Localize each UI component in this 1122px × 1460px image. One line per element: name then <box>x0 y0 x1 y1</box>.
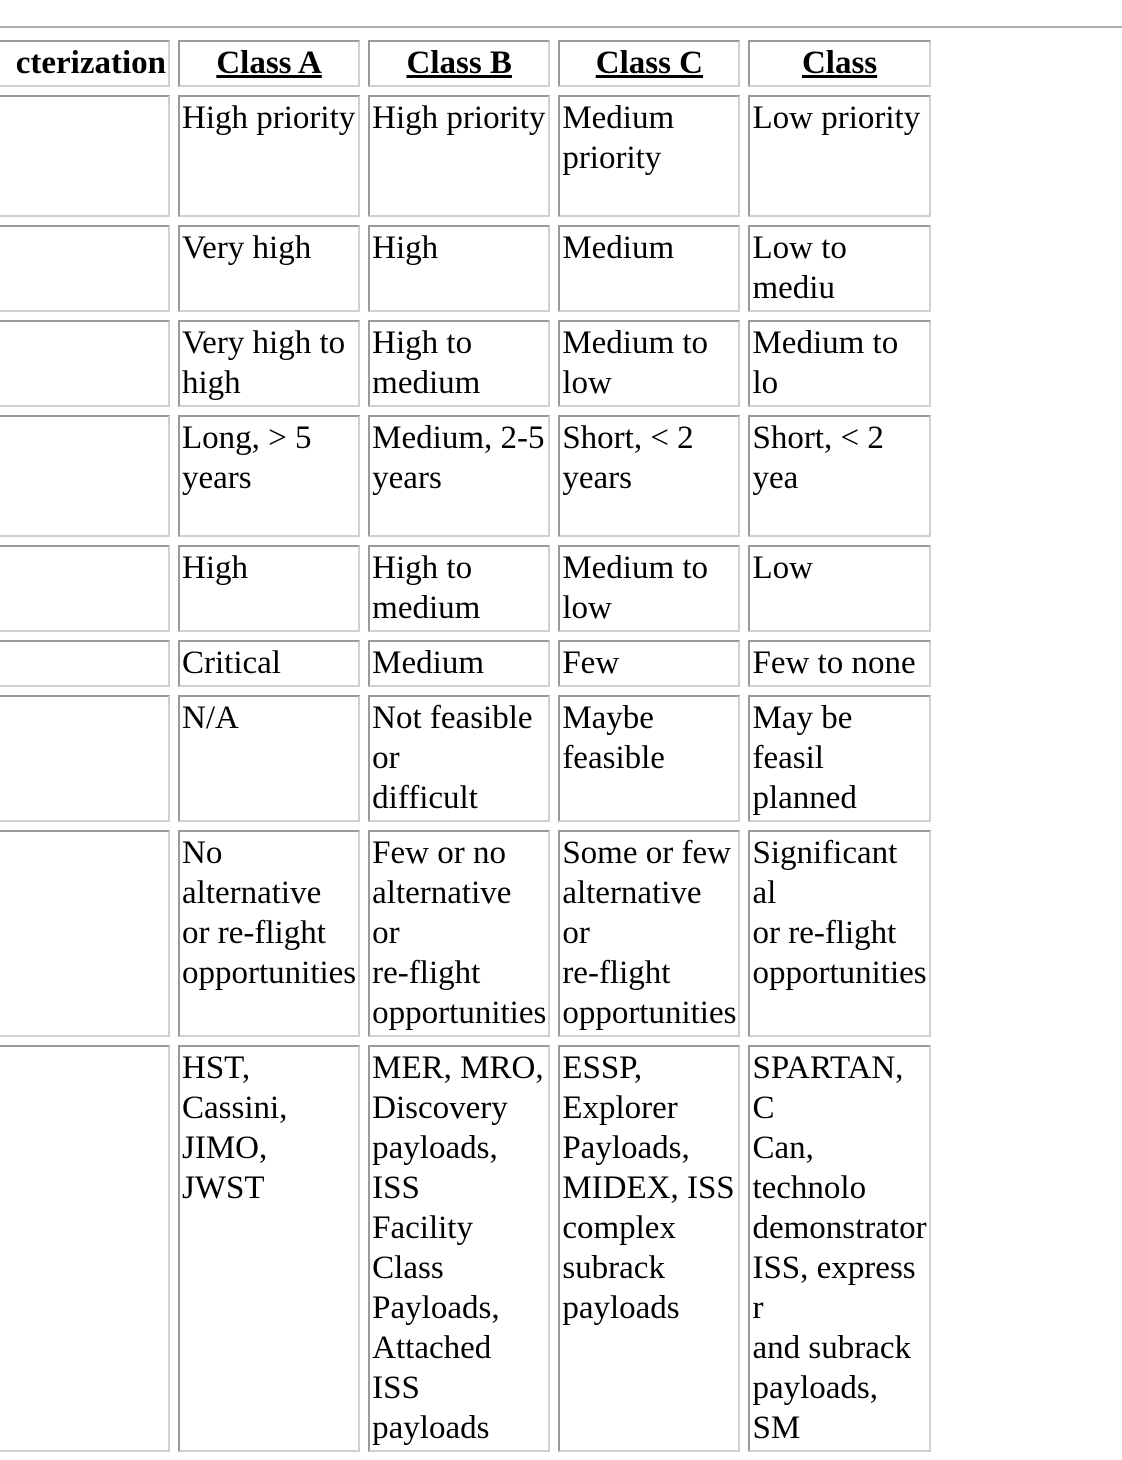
row-label <box>0 830 170 1037</box>
cell-class-a: HST, Cassini, JIMO, JWST <box>178 1045 360 1452</box>
cell-class-b: High to medium <box>368 320 550 407</box>
cell-class-d: Medium to lo <box>748 320 930 407</box>
row-label <box>0 545 170 632</box>
table-row <box>0 225 931 312</box>
mission-class-table <box>0 32 939 1460</box>
cell-class-c: Medium to low <box>558 320 740 407</box>
table-row <box>0 545 931 632</box>
cell-class-c: Few <box>558 640 740 687</box>
header-class-b: Class B <box>368 40 550 87</box>
table-row <box>0 830 931 1037</box>
cell-class-c: Medium <box>558 225 740 312</box>
row-label <box>0 95 170 217</box>
cell-class-a: No alternative or re-flight opportunities <box>178 830 360 1037</box>
cell-class-b: High priority <box>368 95 550 217</box>
row-label <box>0 225 170 312</box>
cell-class-b: High to medium <box>368 545 550 632</box>
cell-class-b: Few or no alternative or re-flight opportunities <box>368 830 550 1037</box>
row-label <box>0 640 170 687</box>
row-label <box>0 320 170 407</box>
header-class-c: Class C <box>558 40 740 87</box>
table-row <box>0 695 931 822</box>
cell-class-d: Short, < 2 yea <box>748 415 930 537</box>
cell-class-a: N/A <box>178 695 360 822</box>
table-row <box>0 1045 931 1452</box>
cell-class-c: Medium to low <box>558 545 740 632</box>
cell-class-a: High <box>178 545 360 632</box>
cell-class-a: Very high <box>178 225 360 312</box>
cell-class-b: Medium <box>368 640 550 687</box>
cell-class-c: Maybe feasible <box>558 695 740 822</box>
cell-class-a: High priority <box>178 95 360 217</box>
cell-class-d: Few to none <box>748 640 930 687</box>
header-characterization: cterization <box>0 40 170 87</box>
table-row <box>0 415 931 537</box>
cell-class-a: Very high to high <box>178 320 360 407</box>
header-row <box>0 40 931 87</box>
header-class-a: Class A <box>178 40 360 87</box>
cell-class-d: Low to mediu <box>748 225 930 312</box>
table-row <box>0 320 931 407</box>
cell-class-b: Medium, 2-5 years <box>368 415 550 537</box>
cell-class-c: Short, < 2 years <box>558 415 740 537</box>
cell-class-b: MER, MRO, Discovery payloads, ISS Facility Class Payloads, Attached ISS payloads <box>368 1045 550 1452</box>
cell-class-a: Critical <box>178 640 360 687</box>
table-row <box>0 95 931 217</box>
header-class-d: Class <box>748 40 930 87</box>
cell-class-d: Significant al or re-flight opportunities <box>748 830 930 1037</box>
cell-class-c: Some or few alternative or re-flight opportunities <box>558 830 740 1037</box>
row-label <box>0 1045 170 1452</box>
table-row <box>0 640 931 687</box>
cell-class-a: Long, > 5 years <box>178 415 360 537</box>
cell-class-d: SPARTAN, C Can, technolo demonstrator ISS, express r and subrack payloads, SM <box>748 1045 930 1452</box>
top-rule <box>0 26 1122 28</box>
cell-class-c: Medium priority <box>558 95 740 217</box>
cell-class-b: Not feasible or difficult <box>368 695 550 822</box>
cell-class-d: Low priority <box>748 95 930 217</box>
cell-class-d: Low <box>748 545 930 632</box>
row-label <box>0 415 170 537</box>
cell-class-c: ESSP, Explorer Payloads, MIDEX, ISS complex subrack payloads <box>558 1045 740 1452</box>
cell-class-b: High <box>368 225 550 312</box>
cell-class-d: May be feasil planned <box>748 695 930 822</box>
row-label <box>0 695 170 822</box>
